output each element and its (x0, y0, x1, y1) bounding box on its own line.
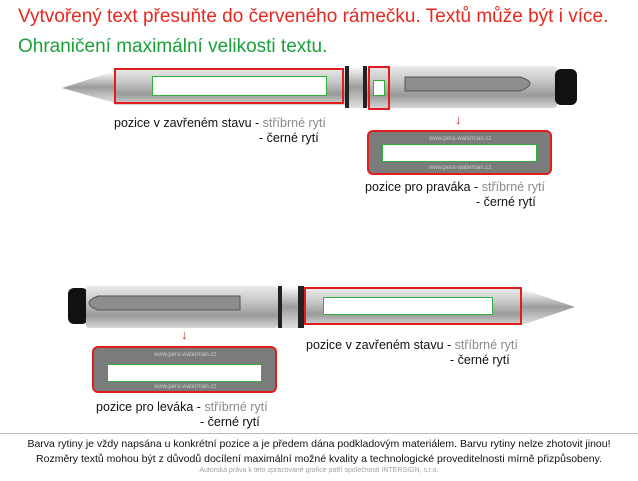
arrow-down-icon: ↓ (455, 112, 462, 127)
pen-top-tip (62, 71, 115, 103)
label-bottom-left-silver: stříbrné rytí (204, 400, 268, 414)
copyright-note: Autorská práva k této zpracované grafice patří společnosti INTERSIGN, s.r.o. (199, 467, 439, 474)
label-bottom-left-black: - černé rytí (200, 415, 260, 429)
watermark-top-2: www.pera-waterman.cz (429, 165, 492, 171)
engrave-area-bottom-left[interactable] (92, 346, 277, 393)
watermark-bottom-2: www.pera-waterman.cz (154, 384, 217, 390)
arrow-down-icon-2: ↓ (181, 327, 188, 342)
label-bottom-closed (306, 338, 518, 352)
text-limit-bottom-closed (323, 297, 493, 315)
label-top-right (365, 180, 545, 194)
label-top-silver: stříbrné rytí (262, 116, 326, 130)
pen-bottom-end-cap (68, 288, 88, 324)
text-limit-bottom-left (107, 364, 262, 382)
text-limit-top-right (382, 144, 537, 162)
label-top-closed (114, 116, 326, 130)
watermark-bottom-1: www.pera-waterman.cz (154, 352, 217, 358)
pen-bottom-tip (522, 289, 575, 325)
limit-note-heading: Ohraničení maximální velikosti textu. (18, 36, 328, 57)
label-top-right-black: - černé rytí (476, 195, 536, 209)
footer-note-1: Barva rytiny je vždy napsána u konkrétní pozice a je předem dána podkladovým materiálem. Barvu rytiny nelze zhotovit jinou! (27, 438, 611, 450)
label-bottom-left (96, 400, 268, 414)
pen-top-clip (405, 77, 530, 91)
pen-bottom-clip (89, 296, 240, 310)
label-top-right-text: pozice pro praváka - (365, 180, 482, 194)
label-bottom-left-text: pozice pro leváka - (96, 400, 205, 414)
footer-divider (0, 433, 638, 434)
watermark-top-1: www.pera-waterman.cz (429, 136, 492, 142)
engrave-area-top-right[interactable] (367, 130, 552, 175)
footer-note-2: Rozměry textů mohou být z důvodů docílení maximální možné kvality a technologické proveditelnosti mírně přizpůsobeny. (36, 453, 602, 465)
text-limit-top-band (373, 80, 385, 96)
label-bottom-black: - černé rytí (450, 353, 510, 367)
pen-top-end-cap (555, 69, 577, 105)
instruction-heading: Vytvořený text přesuňte do červeného rámečku. Textů může být i více. (18, 6, 609, 27)
label-top-right-silver: stříbrné rytí (481, 180, 545, 194)
label-top-black: - černé rytí (259, 131, 319, 145)
label-top-closed-text: pozice v zavřeném stavu - (114, 116, 263, 130)
text-limit-top-closed (152, 76, 327, 96)
label-bottom-closed-text: pozice v zavřeném stavu - (306, 338, 455, 352)
label-bottom-silver: stříbrné rytí (454, 338, 518, 352)
